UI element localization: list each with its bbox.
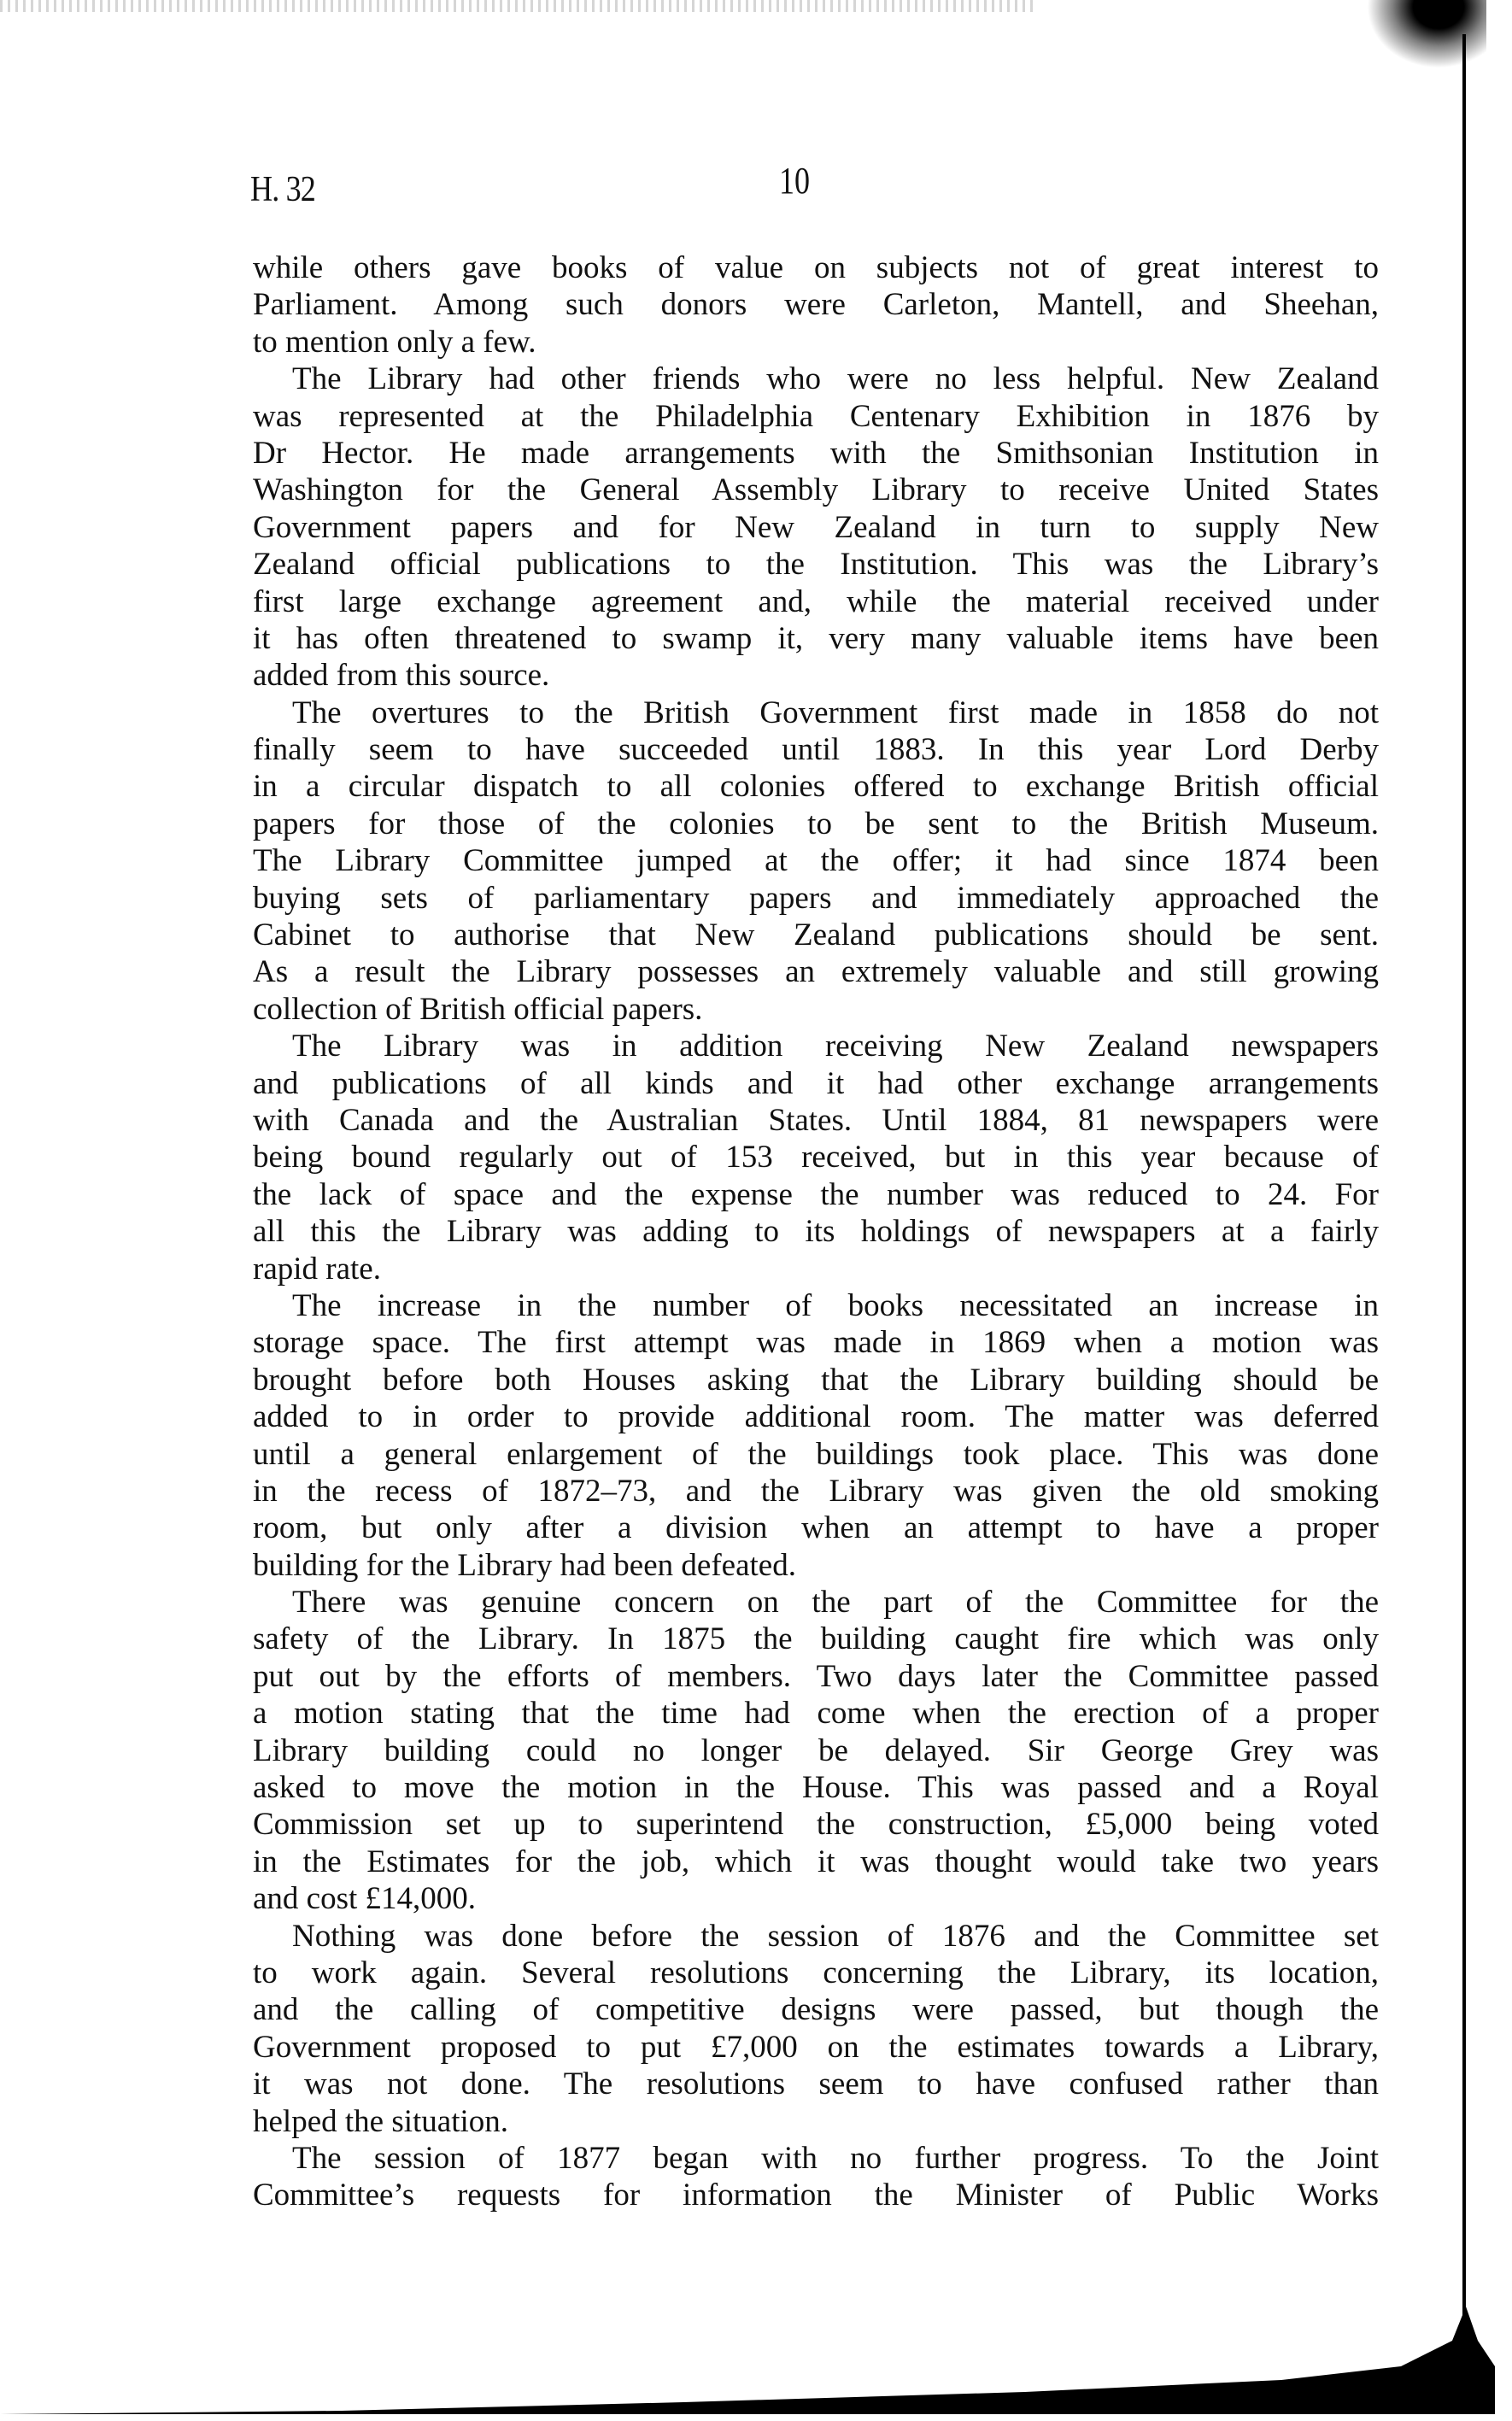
text-line: brought before both Houses asking that the Library building should be (253, 1362, 1379, 1398)
text-line: Library building could no longer be delayed. Sir George Grey was (253, 1732, 1379, 1768)
text-line: with Canada and the Australian States. Until 1884, 81 newspapers were (253, 1102, 1379, 1138)
text-line: and the calling of competitive designs were passed, but though the (253, 1992, 1379, 2028)
text-line: first large exchange agreement and, while the material received under (253, 583, 1379, 619)
scan-noise (0, 0, 1034, 12)
text-line: Committee’s requests for information the Minister of Public Works (253, 2178, 1379, 2213)
text-line: while others gave books of value on subjects not of great interest to (253, 250, 1379, 285)
paragraph (253, 1584, 1379, 1918)
text-line: The Library was in addition receiving New Zealand newspapers (292, 1029, 1379, 1064)
paragraph (253, 1918, 1379, 2140)
text-line: Nothing was done before the session of 1876 and the Committee set (292, 1918, 1379, 1954)
text-line: added to in order to provide additional room. The matter was deferred (253, 1399, 1379, 1435)
text-line: There was genuine concern on the part of the Committee for the (292, 1585, 1379, 1621)
text-line: The overtures to the British Government first made in 1858 do not (292, 695, 1379, 730)
page-number: 10 (779, 160, 811, 202)
text-line: Dr Hector. He made arrangements with the Smithsonian Institution in (253, 435, 1379, 471)
text-line: storage space. The first attempt was made in 1869 when a motion was (253, 1325, 1379, 1361)
text-line: Washington for the General Assembly Library to receive United States (253, 472, 1379, 508)
text-line: the lack of space and the expense the number was reduced to 24. For (253, 1176, 1379, 1212)
body-text (253, 249, 1379, 2214)
text-line: The Library had other friends who were no less helpful. New Zealand (292, 361, 1379, 397)
text-line: helped the situation. (253, 2103, 509, 2139)
text-line: Parliament. Among such donors were Carleton, Mantell, and Sheehan, (253, 287, 1379, 323)
text-line: The Library Committee jumped at the offer; it had since 1874 been (253, 843, 1379, 879)
text-line: Commission set up to superintend the construction, £5,000 being voted (253, 1807, 1379, 1843)
text-line: Zealand official publications to the Institution. This was the Library’s (253, 547, 1379, 583)
text-line: Government papers and for New Zealand in turn to supply New (253, 509, 1379, 545)
text-line: papers for those of the colonies to be sent to the British Museum. (253, 806, 1379, 841)
text-line: Government proposed to put £7,000 on the estimates towards a Library, (253, 2029, 1379, 2065)
text-line: buying sets of parliamentary papers and immediately approached the (253, 880, 1379, 916)
paragraph (253, 1287, 1379, 1584)
text-line: and publications of all kinds and it had other exchange arrangements (253, 1065, 1379, 1101)
text-line: added from this source. (253, 658, 550, 694)
text-line: was represented at the Philadelphia Centenary Exhibition in 1876 by (253, 398, 1379, 434)
document-reference: H. 32 (250, 170, 315, 209)
text-line: to work again. Several resolutions concerning the Library, its location, (253, 1955, 1379, 1990)
text-line: room, but only after a division when an attempt to have a proper (253, 1510, 1379, 1546)
text-line: a motion stating that the time had come when the erection of a proper (253, 1696, 1379, 1732)
text-line: Cabinet to authorise that New Zealand publications should be sent. (253, 917, 1379, 953)
text-line: As a result the Library possesses an extremely valuable and still growing (253, 954, 1379, 990)
text-line: asked to move the motion in the House. This was passed and a Royal (253, 1770, 1379, 1806)
scan-corner-artifact (1367, 0, 1486, 68)
text-line: until a general enlargement of the buildings took place. This was done (253, 1436, 1379, 1472)
text-line: safety of the Library. In 1875 the building caught fire which was only (253, 1621, 1379, 1657)
text-line: in the Estimates for the job, which it was thought would take two years (253, 1844, 1379, 1879)
page-bottom-shadow (0, 2307, 1512, 2421)
text-line: The session of 1877 began with no further progress. To the Joint (292, 2140, 1379, 2176)
text-line: to mention only a few. (253, 324, 536, 360)
text-line: it was not done. The resolutions seem to have confused rather than (253, 2066, 1379, 2102)
text-line: collection of British official papers. (253, 991, 703, 1027)
text-line: building for the Library had been defeated. (253, 1547, 796, 1583)
paragraph (253, 2140, 1379, 2214)
text-line: all this the Library was adding to its holdings of newspapers at a fairly (253, 1214, 1379, 1250)
paragraph (253, 695, 1379, 1029)
paragraph (253, 1028, 1379, 1287)
text-line: put out by the efforts of members. Two days later the Committee passed (253, 1658, 1379, 1694)
text-line: rapid rate. (253, 1251, 381, 1287)
text-line: finally seem to have succeeded until 1883. In this year Lord Derby (253, 732, 1379, 768)
text-line: in the recess of 1872–73, and the Library was given the old smoking (253, 1473, 1379, 1509)
bottom-shadow-shape (0, 2307, 1495, 2414)
text-line: being bound regularly out of 153 received, but in this year because of (253, 1140, 1379, 1175)
text-line: in a circular dispatch to all colonies offered to exchange British official (253, 769, 1379, 805)
text-line: it has often threatened to swamp it, very many valuable items have been (253, 620, 1379, 656)
paragraph (253, 249, 1379, 361)
page-edge-shadow (1462, 34, 1466, 2358)
text-line: and cost £14,000. (253, 1881, 477, 1917)
text-line: The increase in the number of books necessitated an increase in (292, 1287, 1379, 1323)
paragraph (253, 361, 1379, 695)
